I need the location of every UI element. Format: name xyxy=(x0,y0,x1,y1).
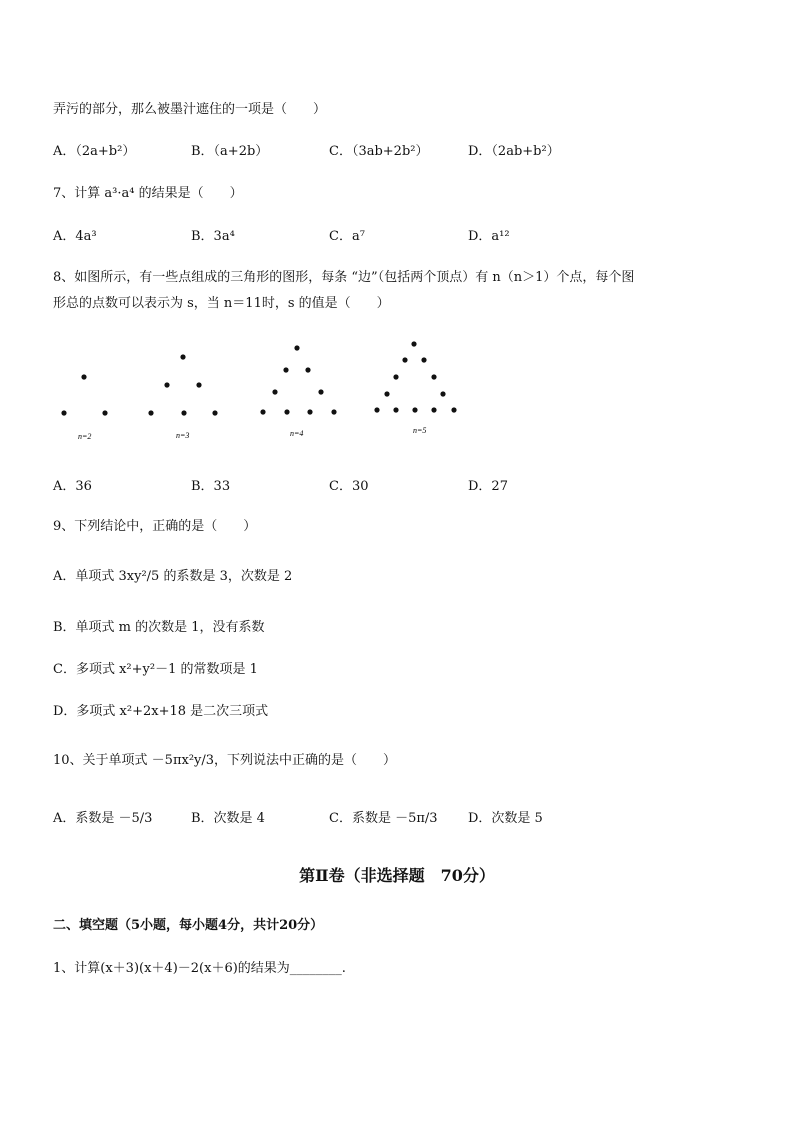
label-n4: n=4 xyxy=(290,429,304,438)
section2-title: 二、填空题（5小题，每小题4分，共计20分） xyxy=(53,918,324,933)
part2-title: 第Ⅱ卷（非选择题 70分） xyxy=(299,866,495,885)
q10-option-a: A．系数是 －5/3 xyxy=(53,811,153,826)
triangle-n5 xyxy=(374,341,456,435)
q9-option-c: C．多项式 x²+y²－1 的常数项是 1 xyxy=(53,662,258,677)
q9-option-b: B．单项式 m 的次数是 1，没有系数 xyxy=(53,620,265,635)
q7-option-a: A．4a³ xyxy=(53,229,97,244)
q10-option-d: D．次数是 5 xyxy=(468,811,543,826)
q8-stem-line1: 8、如图所示，有一些点组成的三角形的图形，每条 “边”（包括两个顶点）有 n（n＞1）个点，每个图 xyxy=(53,270,635,285)
q7-option-d: D．a¹² xyxy=(468,229,510,244)
dot-triangle-figure xyxy=(50,335,470,450)
q10-option-c: C．系数是 －5π/3 xyxy=(329,811,438,826)
label-n5: n=5 xyxy=(413,426,427,435)
q6-option-b: B．（a+2b） xyxy=(191,144,269,159)
q9-option-a: A．单项式 3xy²/5 的系数是 3，次数是 2 xyxy=(53,569,293,584)
triangle-n3 xyxy=(148,354,217,440)
triangle-n2 xyxy=(61,374,107,441)
q6-option-a: A．（2a+b²） xyxy=(53,144,136,159)
q6-option-d: D．（2ab+b²） xyxy=(468,144,560,159)
q8-option-c: C．30 xyxy=(329,479,369,494)
q9-stem: 9、下列结论中，正确的是（ ） xyxy=(53,519,257,534)
q7-stem: 7、计算 a³·a⁴ 的结果是（ ） xyxy=(53,186,243,201)
q6-stem-tail: 弄污的部分，那么被墨汁遮住的一项是（ ） xyxy=(53,102,327,117)
label-n2: n=2 xyxy=(78,432,92,441)
q9-option-d: D．多项式 x²+2x+18 是二次三项式 xyxy=(53,704,269,719)
q10-stem: 10、关于单项式 －5πx²y/3，下列说法中正确的是（ ） xyxy=(53,753,397,768)
fill-question-1: 1、计算(x＋3)(x＋4)－2(x＋6)的结果为________. xyxy=(53,961,346,976)
q7-option-c: C．a⁷ xyxy=(329,229,365,244)
q8-option-b: B．33 xyxy=(191,479,231,494)
q8-option-d: D．27 xyxy=(468,479,508,494)
q6-option-c: C．（3ab+2b²） xyxy=(329,144,429,159)
triangle-n4 xyxy=(260,345,336,438)
q8-stem-line2: 形总的点数可以表示为 s，当 n＝11时，s 的值是（ ） xyxy=(53,296,390,311)
q7-option-b: B．3a⁴ xyxy=(191,229,235,244)
q8-option-a: A．36 xyxy=(53,479,92,494)
q10-option-b: B．次数是 4 xyxy=(191,811,265,826)
label-n3: n=3 xyxy=(176,431,190,440)
